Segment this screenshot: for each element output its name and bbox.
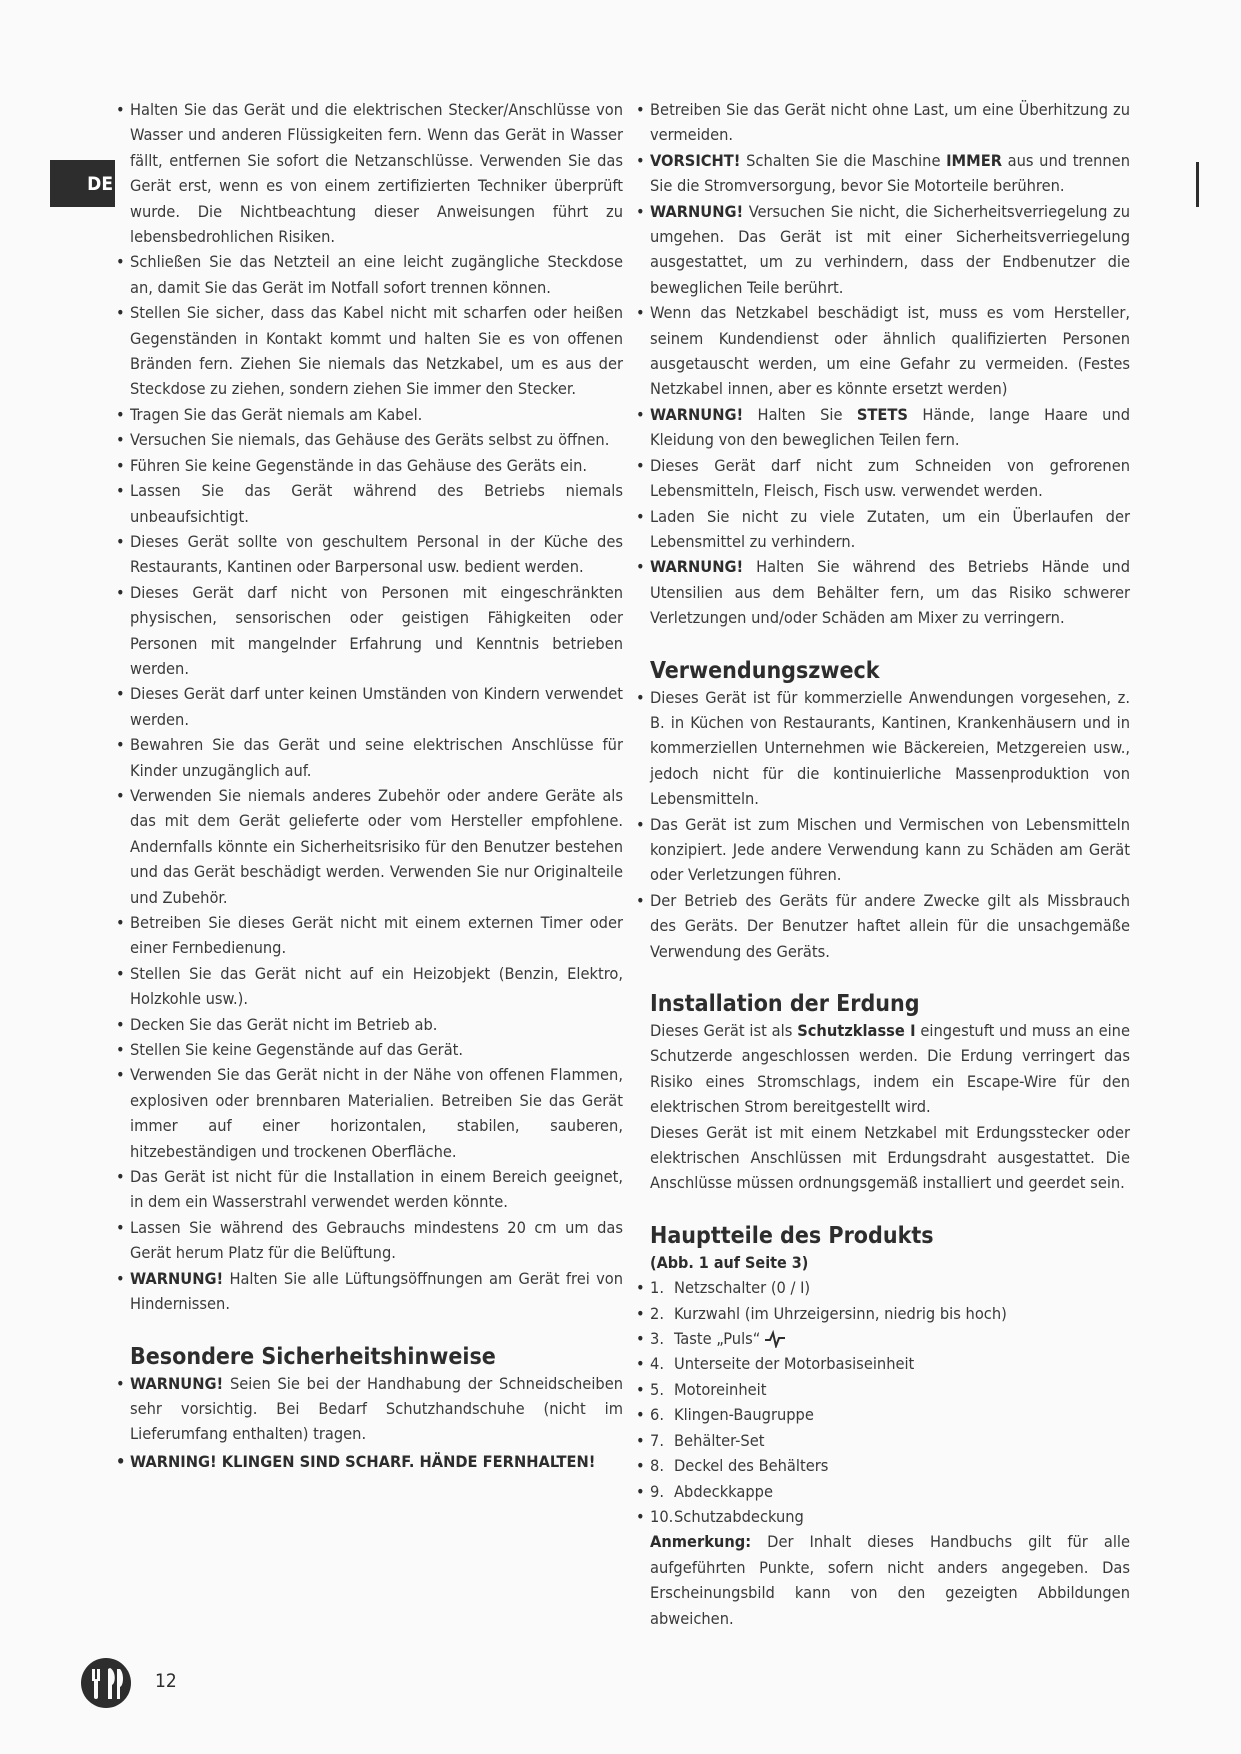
item-number: • 9. [650,1481,664,1501]
caution-text: aus und trennen Sie die Stromversorgung, bevor Sie Motorteile berühren. [650,150,1130,196]
usage-list [650,685,1130,964]
item-text: Deckel des Behälters [674,1456,829,1476]
earthing-heading: Installation der Erdung [650,991,920,1017]
list-item [650,1326,1130,1351]
right-column [650,97,1130,1631]
emphasis: STETS [856,404,908,424]
item-number: • 5. [650,1379,664,1399]
item-number: • 7. [650,1430,664,1450]
list-item: • Dieses Gerät sollte von geschultem Personal in der Küche des Restaurants, Kantinen oder Barpersonal usw. bedient werden. [130,529,623,580]
list-item [650,1428,1130,1453]
margin-marker [1196,162,1199,207]
item-text: Netzschalter (0 / I) [674,1278,811,1298]
blade-warning: • WARNING! KLINGEN SIND SCHARF. HÄNDE FERNHALTEN! [130,1449,623,1474]
list-item: • Der Betrieb des Geräts für andere Zwecke gilt als Missbrauch des Geräts. Der Benutzer haftet allein für die unsachgemäße Verwendung des Geräts. [650,888,1130,964]
list-item: • Schließen Sie das Netzteil an eine leicht zugängliche Steckdose an, damit Sie das Gerät im Notfall sofort trennen können. [130,249,623,300]
list-item: • Dieses Gerät darf unter keinen Umständen von Kindern verwendet werden. [130,681,623,732]
list-item: • Dieses Gerät ist für kommerzielle Anwendungen vorgesehen, z. B. in Küchen von Restaurants, Kantinen, Krankenhäusern und in kommerziellen Unternehmen wie Bäckereien, Metzgereien usw., jedoch nicht für die kontinuierliche Massenproduktion von Lebensmitteln. [650,685,1130,812]
list-item: • Stellen Sie keine Gegenstände auf das Gerät. [130,1037,623,1062]
list-item: • Das Gerät ist zum Mischen und Vermischen von Lebensmitteln konzipiert. Jede andere Verwendung kann zu Schäden am Gerät oder Verletzungen führen. [650,812,1130,888]
item-text: Behälter-Set [674,1430,765,1450]
item-text: Klingen-Baugruppe [674,1405,814,1425]
pulse-icon [764,1330,786,1348]
list-item [650,1301,1130,1326]
warning-keyword: WARNUNG! [130,1268,224,1288]
note-text: Der Inhalt dieses Handbuchs gilt für alle aufgeführten Punkte, sofern nicht anders angegeben. Das Erscheinungsbild kann von den gezeigten Abbildungen abweichen. [650,1532,1130,1628]
list-item [650,1275,1130,1300]
list-item: • Betreiben Sie das Gerät nicht ohne Last, um eine Überhitzung zu vermeiden. [650,97,1130,148]
page-number: 12 [155,1670,177,1692]
earthing-paragraph: Dieses Gerät ist mit einem Netzkabel mit Erdungsstecker oder elektrischen Anschlüssen mit Erdungsdraht ausgestattet. Die Anschlüsse müssen ordnungsgemäß installiert und geerdet sein. [650,1122,1130,1193]
list-item: • Tragen Sie das Gerät niemals am Kabel. [130,402,623,427]
item-number: • 3. [650,1329,664,1349]
list-item [650,1402,1130,1427]
list-item-warning [650,554,1130,630]
list-item: • Bewahren Sie das Gerät und seine elektrischen Anschlüsse für Kinder unzugänglich auf. [130,732,623,783]
list-item: • Wenn das Netzkabel beschädigt ist, muss es vom Hersteller, seinem Kundendienst oder ähnlich qualifizierten Personen ausgetauscht werden, um eine Gefahr zu vermeiden. (Festes Netzkabel innen, aber es könnte ersetzt werden) [650,300,1130,402]
list-item-warning [130,1266,623,1317]
list-item: • Dieses Gerät darf nicht zum Schneiden von gefrorenen Lebensmitteln, Fleisch, Fisch usw. verwendet werden. [650,453,1130,504]
warning-text: Hände, lange Haare und Kleidung von den beweglichen Teilen fern. [650,404,1130,450]
parts-subtitle: (Abb. 1 auf Seite 3) [650,1252,809,1272]
list-item: • Decken Sie das Gerät nicht im Betrieb ab. [130,1012,623,1037]
list-item [650,1351,1130,1376]
list-item: • Lassen Sie während des Gebrauchs mindestens 20 cm um das Gerät herum Platz für die Belüftung. [130,1215,623,1266]
list-item-warning [650,402,1130,453]
item-text: Unterseite der Motorbasiseinheit [674,1354,915,1374]
list-item: • Verwenden Sie das Gerät nicht in der Nähe von offenen Flammen, explosiven oder brennbaren Materialien. Betreiben Sie das Gerät immer auf einer horizontalen, stabilen, sauberen, hitzebeständigen und trockenen Oberfläche. [130,1062,623,1164]
parts-list [650,1275,1130,1529]
warning-keyword: WARNUNG! [650,404,744,424]
list-item [650,1479,1130,1504]
caution-text: Schalten Sie die Maschine [740,150,947,170]
list-item: • Laden Sie nicht zu viele Zutaten, um ein Überlaufen der Lebensmittel zu verhindern. [650,504,1130,555]
earthing-text: Dieses Gerät ist als [650,1021,798,1040]
language-label: DE [87,172,113,195]
list-item: • Dieses Gerät darf nicht von Personen mit eingeschränkten physischen, sensorischen oder geistigen Fähigkeiten oder Personen mit mangelnder Erfahrung und Kenntnis betrieben werden. [130,580,623,682]
item-number: • 1. [650,1278,664,1298]
earthing-text: eingestuft und muss an eine Schutzerde angeschlossen werden. Die Erdung verringert das Risiko eines Stromschlags, indem ein Escape-Wire für den elektrischen Strom bereitgestellt wird. [650,1021,1130,1117]
list-item: • Betreiben Sie dieses Gerät nicht mit einem externen Timer oder einer Fernbedienung. [130,910,623,961]
list-item [650,1377,1130,1402]
list-item: • Lassen Sie das Gerät während des Betriebs niemals unbeaufsichtigt. [130,478,623,529]
warning-text: Halten Sie während des Betriebs Hände und Utensilien aus dem Behälter fern, um das Risiko schwerer Verletzungen und/oder Schäden am Mixer zu verringern. [650,557,1130,628]
list-item: • Stellen Sie sicher, dass das Kabel nicht mit scharfen oder heißen Gegenständen in Kontakt kommt und halten Sie es von offenen Bränden fern. Ziehen Sie niemals das Netzkabel, um es aus der Steckdose zu ziehen, sondern ziehen Sie immer den Stecker. [130,300,623,402]
item-number: • 6. [650,1405,664,1425]
warning-text: Seien Sie bei der Handhabung der Schneidscheiben sehr vorsichtig. Bei Bedarf Schutzhandschuhe (nicht im Lieferumfang enthalten) tragen. [130,1373,623,1444]
language-tab [50,160,115,207]
caution-keyword: VORSICHT! [650,150,741,170]
item-number: • 4. [650,1354,664,1374]
list-item-warning [650,199,1130,301]
parts-heading: Hauptteile des Produkts [650,1222,934,1249]
usage-heading: Verwendungszweck [650,657,880,684]
warning-text: Versuchen Sie nicht, die Sicherheitsverriegelung zu umgehen. Das Gerät ist mit einer Sicherheitsverriegelung ausgestattet, um zu verhindern, dass der Endbenutzer die beweglichen Teile berührt. [650,201,1130,297]
list-item: • Versuchen Sie niemals, das Gehäuse des Geräts selbst zu öffnen. [130,427,623,452]
cutlery-logo-icon [80,1657,132,1709]
warning-keyword: WARNUNG! [650,557,744,577]
list-item [650,1504,1130,1529]
item-text: Taste „Puls“ [674,1329,761,1349]
earthing-paragraph [650,1018,1130,1120]
left-column [130,97,623,1474]
list-item [650,1453,1130,1478]
list-item: • Stellen Sie das Gerät nicht auf ein Heizobjekt (Benzin, Elektro, Holzkohle usw.). [130,961,623,1012]
note-paragraph [650,1529,1130,1631]
special-safety-list [130,1371,623,1475]
list-item-warning [130,1371,623,1447]
safety-list-continued [650,97,1130,631]
list-item: • Das Gerät ist nicht für die Installation in einem Bereich geeignet, in dem ein Wasserstrahl verwendet werden könnte. [130,1164,623,1215]
warning-keyword: WARNUNG! [650,201,744,221]
safety-list [130,97,623,1317]
item-text: Motoreinheit [674,1379,767,1399]
item-number: • 10. [650,1506,674,1526]
item-text: Abdeckkappe [674,1481,773,1501]
item-number: • 8. [650,1456,664,1476]
emphasis: IMMER [946,150,1003,170]
warning-text: Halten Sie alle Lüftungsöffnungen am Gerät frei von Hindernissen. [130,1268,623,1314]
item-number: • 2. [650,1303,664,1323]
note-keyword: Anmerkung: [650,1532,752,1552]
list-item: • Führen Sie keine Gegenstände in das Gehäuse des Geräts ein. [130,453,623,478]
list-item-warning [650,148,1130,199]
list-item: • Verwenden Sie niemals anderes Zubehör oder andere Geräte als das mit dem Gerät gelieferte oder vom Hersteller empfohlene. Andernfalls könnte ein Sicherheitsrisiko für den Benutzer bestehen und das Gerät beschädigt werden. Verwenden Sie nur Originalteile und Zubehör. [130,783,623,910]
list-item: • Halten Sie das Gerät und die elektrischen Stecker/Anschlüsse von Wasser und anderen Flüssigkeiten fern. Wenn das Gerät in Wasser fällt, entfernen Sie sofort die Netzanschlüsse. Verwenden Sie das Gerät erst, wenn es von einem zertifizierten Techniker überprüft wurde. Die Nichtbeachtung dieser Anweisungen führt zu lebensbedrohlichen Risiken. [130,97,623,249]
warning-text: Halten Sie [743,404,857,424]
protection-class: Schutzklasse I [797,1021,916,1040]
special-safety-heading: Besondere Sicherheitshinweise [130,1343,496,1370]
item-text: Schutzabdeckung [674,1506,804,1526]
warning-keyword: WARNUNG! [130,1373,224,1393]
item-text: Kurzwahl (im Uhrzeigersinn, niedrig bis hoch) [674,1303,1007,1323]
